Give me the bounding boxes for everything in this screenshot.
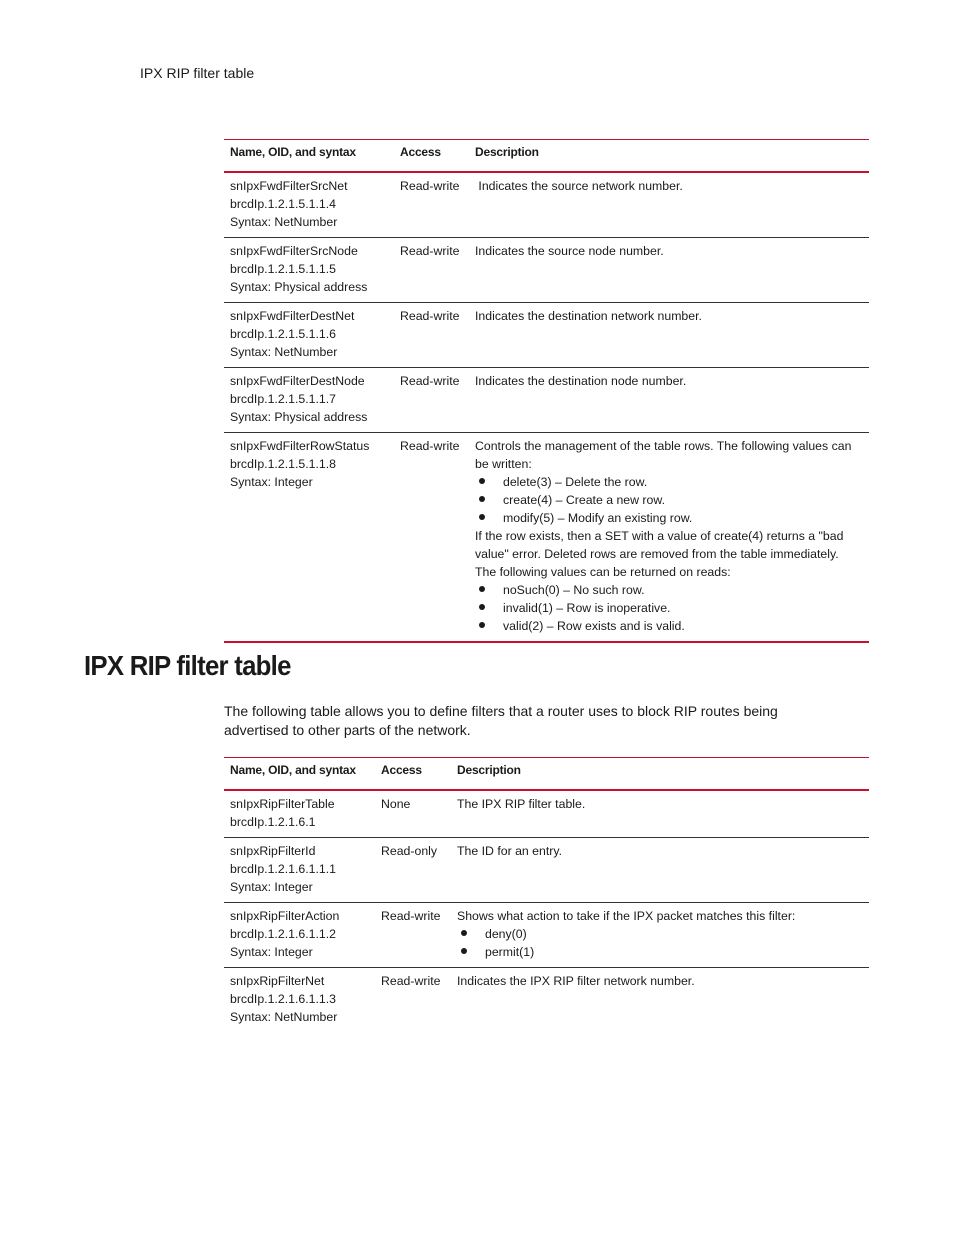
list-item-text: invalid(1) – Row is inoperative. — [503, 601, 671, 615]
object-name: snIpxRipFilterNet — [230, 974, 325, 988]
name-cell — [224, 903, 375, 968]
list-item — [457, 943, 863, 961]
list-item — [475, 599, 863, 617]
bullet-list — [475, 473, 863, 527]
object-syntax: Syntax: Integer — [230, 475, 313, 489]
table-header-row — [224, 140, 869, 173]
object-syntax: Syntax: Integer — [230, 880, 313, 894]
object-oid: brcdIp.1.2.1.5.1.1.4 — [230, 197, 336, 211]
description-cell: The IPX RIP filter table. — [451, 790, 869, 838]
description-cell — [451, 903, 869, 968]
table-row — [224, 433, 869, 643]
description-text: Shows what action to take if the IPX packet matches this filter: — [457, 909, 796, 923]
description-text: If the row exists, then a SET with a value of create(4) returns a "bad value" error. Deleted rows are removed from the table immediately. — [475, 529, 844, 561]
description-cell: Indicates the source network number. — [469, 172, 869, 238]
access-cell: Read-write — [394, 368, 469, 433]
access-cell: Read-write — [394, 303, 469, 368]
object-syntax: Syntax: Integer — [230, 945, 313, 959]
access-cell: Read-write — [381, 974, 441, 988]
object-oid: brcdIp.1.2.1.5.1.1.5 — [230, 262, 336, 276]
access-cell: Read-write — [394, 433, 469, 643]
column-header-name: Name, OID, and syntax — [224, 140, 394, 173]
description-cell: Indicates the destination node number. — [469, 368, 869, 433]
access-cell: Read-only — [375, 838, 451, 903]
running-header: IPX RIP filter table — [140, 65, 255, 81]
object-oid: brcdIp.1.2.1.6.1 — [230, 815, 316, 829]
object-syntax: Syntax: Physical address — [230, 410, 368, 424]
object-oid: brcdIp.1.2.1.6.1.1.2 — [230, 927, 336, 941]
bullet-icon — [479, 496, 485, 502]
object-oid: brcdIp.1.2.1.5.1.1.8 — [230, 457, 336, 471]
access-cell: Read-write — [394, 172, 469, 238]
bullet-icon — [479, 478, 485, 484]
description-cell: Indicates the source node number. — [469, 238, 869, 303]
description-cell: Indicates the IPX RIP filter network number. — [457, 974, 695, 988]
object-name: snIpxRipFilterAction — [230, 909, 340, 923]
column-header-access: Access — [394, 140, 469, 173]
table-row — [224, 903, 869, 968]
list-item — [475, 509, 863, 527]
object-name: snIpxFwdFilterDestNode — [230, 374, 365, 388]
access-cell: Read-write — [394, 238, 469, 303]
list-item-text: permit(1) — [485, 945, 535, 959]
name-cell — [224, 790, 375, 838]
name-cell — [224, 838, 375, 903]
table-row — [224, 968, 869, 1033]
object-name: snIpxRipFilterTable — [230, 797, 335, 811]
table-row — [224, 172, 869, 238]
bullet-icon — [479, 622, 485, 628]
list-item-text: modify(5) – Modify an existing row. — [503, 511, 693, 525]
list-item — [475, 617, 863, 635]
fwd-filter-table — [224, 139, 869, 643]
bullet-icon — [461, 948, 467, 954]
object-syntax: Syntax: NetNumber — [230, 215, 338, 229]
bullet-icon — [479, 604, 485, 610]
table-row — [224, 238, 869, 303]
list-item — [475, 473, 863, 491]
list-item-text: noSuch(0) – No such row. — [503, 583, 645, 597]
object-name: snIpxFwdFilterRowStatus — [230, 439, 370, 453]
list-item — [457, 925, 863, 943]
section-title: IPX RIP filter table — [84, 650, 291, 681]
description-cell: Indicates the destination network number. — [469, 303, 869, 368]
column-header-access: Access — [375, 758, 451, 791]
list-item — [475, 491, 863, 509]
name-cell — [224, 172, 394, 238]
access-cell: None — [375, 790, 451, 838]
table-row — [224, 790, 869, 838]
name-cell — [224, 303, 394, 368]
column-header-description: Description — [469, 140, 869, 173]
object-name: snIpxRipFilterId — [230, 844, 316, 858]
name-cell — [224, 433, 394, 643]
bullet-icon — [461, 930, 467, 936]
table-header-row — [224, 758, 869, 791]
section-intro: The following table allows you to define filters that a router uses to block RIP routes being advertised to other parts of the network. — [224, 703, 778, 738]
bullet-icon — [479, 586, 485, 592]
table-row — [224, 838, 869, 903]
object-syntax: Syntax: Physical address — [230, 280, 368, 294]
object-syntax: Syntax: NetNumber — [230, 1010, 338, 1024]
object-name: snIpxFwdFilterSrcNet — [230, 179, 348, 193]
name-cell — [224, 368, 394, 433]
name-cell — [224, 238, 394, 303]
description-text: The following values can be returned on reads: — [475, 565, 731, 579]
object-syntax: Syntax: NetNumber — [230, 345, 338, 359]
object-name: snIpxFwdFilterSrcNode — [230, 244, 358, 258]
object-oid: brcdIp.1.2.1.6.1.1.3 — [230, 992, 336, 1006]
access-cell: Read-write — [375, 903, 451, 968]
list-item-text: valid(2) – Row exists and is valid. — [503, 619, 685, 633]
bullet-list — [457, 925, 863, 961]
description-cell — [469, 433, 869, 643]
bullet-list — [475, 581, 863, 635]
list-item-text: create(4) – Create a new row. — [503, 493, 665, 507]
object-oid: brcdIp.1.2.1.5.1.1.6 — [230, 327, 336, 341]
object-oid: brcdIp.1.2.1.5.1.1.7 — [230, 392, 336, 406]
list-item-text: delete(3) – Delete the row. — [503, 475, 648, 489]
object-oid: brcdIp.1.2.1.6.1.1.1 — [230, 862, 336, 876]
table-row — [224, 303, 869, 368]
column-header-description: Description — [451, 758, 869, 791]
description-text: Controls the management of the table rows. The following values can be written: — [475, 439, 852, 471]
list-item — [475, 581, 863, 599]
description-cell: The ID for an entry. — [451, 838, 869, 903]
rip-filter-table — [224, 757, 869, 1032]
name-cell — [224, 968, 375, 1033]
column-header-name: Name, OID, and syntax — [224, 758, 375, 791]
list-item-text: deny(0) — [485, 927, 527, 941]
object-name: snIpxFwdFilterDestNet — [230, 309, 355, 323]
bullet-icon — [479, 514, 485, 520]
table-row — [224, 368, 869, 433]
